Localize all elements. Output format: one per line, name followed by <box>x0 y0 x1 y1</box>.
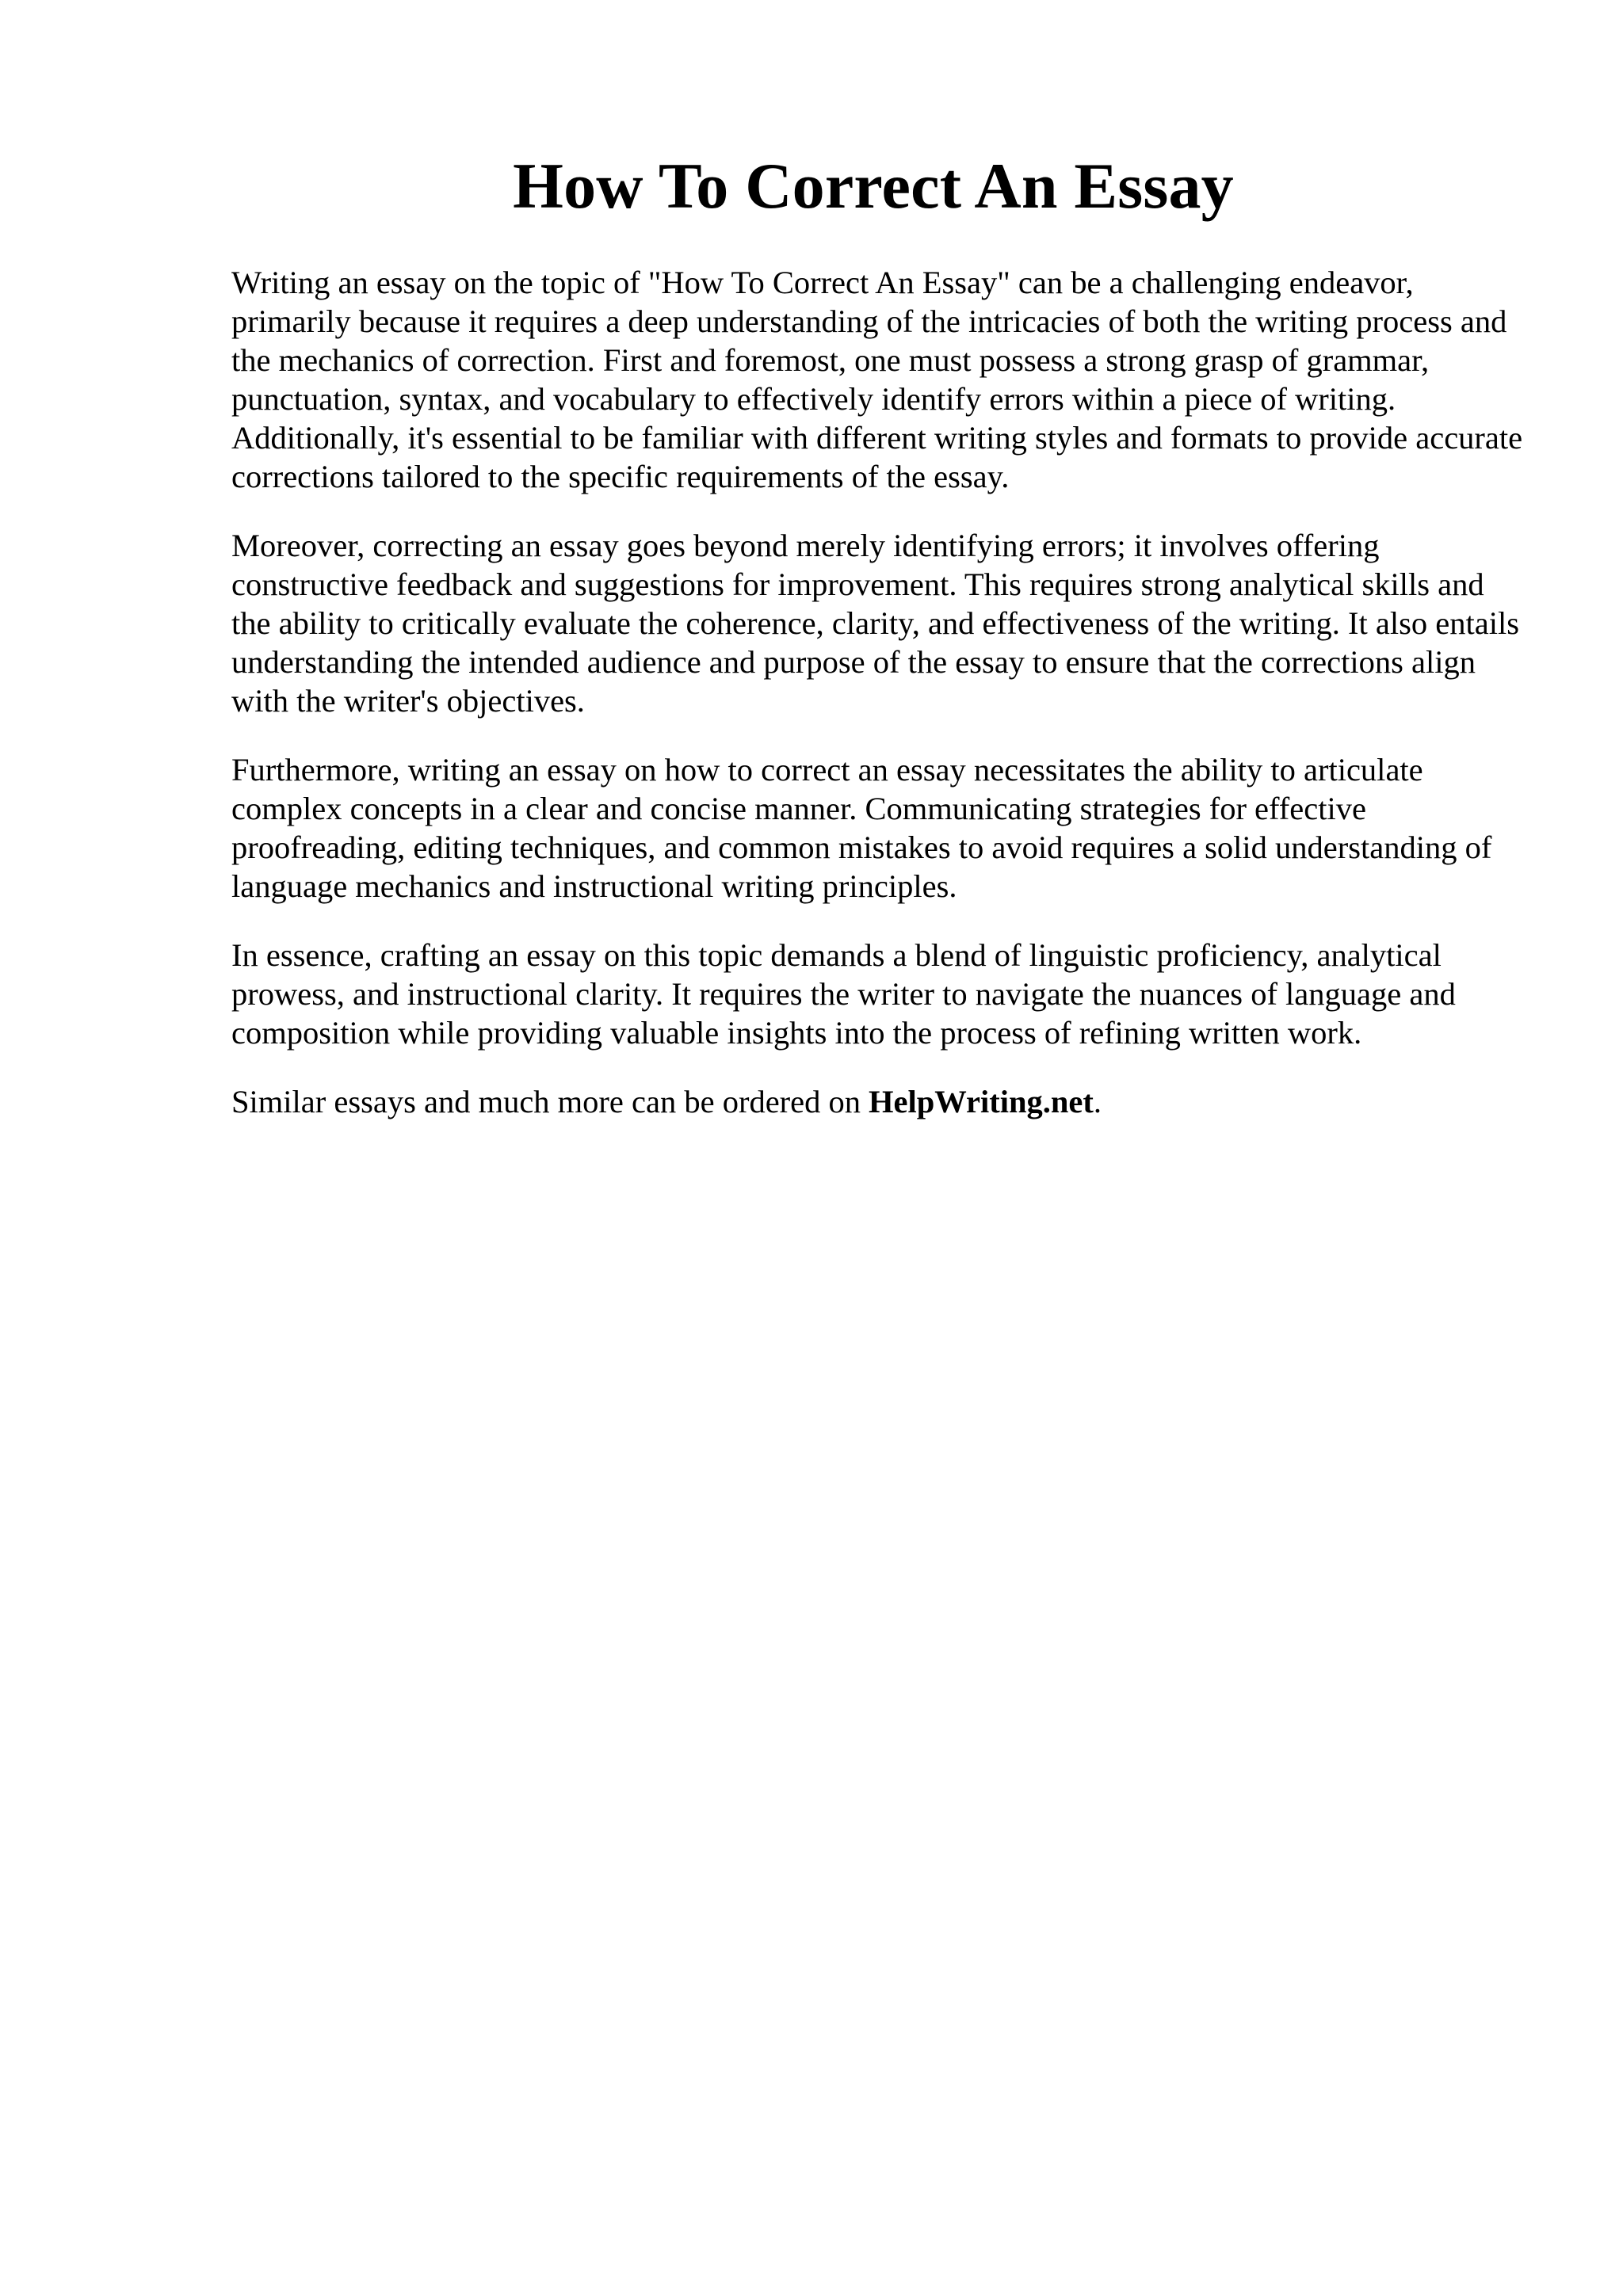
document-title: How To Correct An Essay <box>513 150 1234 222</box>
footer-text: Similar essays and much more can be ordered on <box>231 1084 861 1120</box>
footer-line <box>231 1082 1531 1121</box>
footer-suffix: . <box>1093 1084 1102 1120</box>
document-page <box>231 151 1531 1121</box>
paragraph-1: Writing an essay on the topic of "How To Correct An Essay" can be a challenging endeavor, primarily because it requires a deep understanding of the intricacies of both the writing process and the mechanics of correction. First and foremost, one must possess a strong grasp of grammar, punctuation, syntax, and vocabulary to effectively identify errors within a piece of writing. Additionally, it's essential to be familiar with different writing styles and formats to provide accurate corrections tailored to the specific requirements of the essay. <box>231 265 1523 495</box>
paragraph-2: Moreover, correcting an essay goes beyond merely identifying errors; it involves offering constructive feedback and suggestions for improvement. This requires strong analytical skills and the ability to critically evaluate the coherence, clarity, and effectiveness of the writing. It also entails understanding the intended audience and purpose of the essay to ensure that the corrections align with the writer's objectives. <box>231 528 1519 719</box>
paragraph-3: Furthermore, writing an essay on how to correct an essay necessitates the ability to articulate complex concepts in a clear and concise manner. Communicating strategies for effective proofreading, editing techniques, and common mistakes to avoid requires a solid understanding of language mechanics and instructional writing principles. <box>231 752 1492 905</box>
helpwriting-link[interactable]: HelpWriting.net <box>869 1084 1094 1120</box>
paragraph-4: In essence, crafting an essay on this topic demands a blend of linguistic proficiency, analytical prowess, and instructional clarity. It requires the writer to navigate the nuances of language and composition while providing valuable insights into the process of refining written work. <box>231 937 1456 1051</box>
